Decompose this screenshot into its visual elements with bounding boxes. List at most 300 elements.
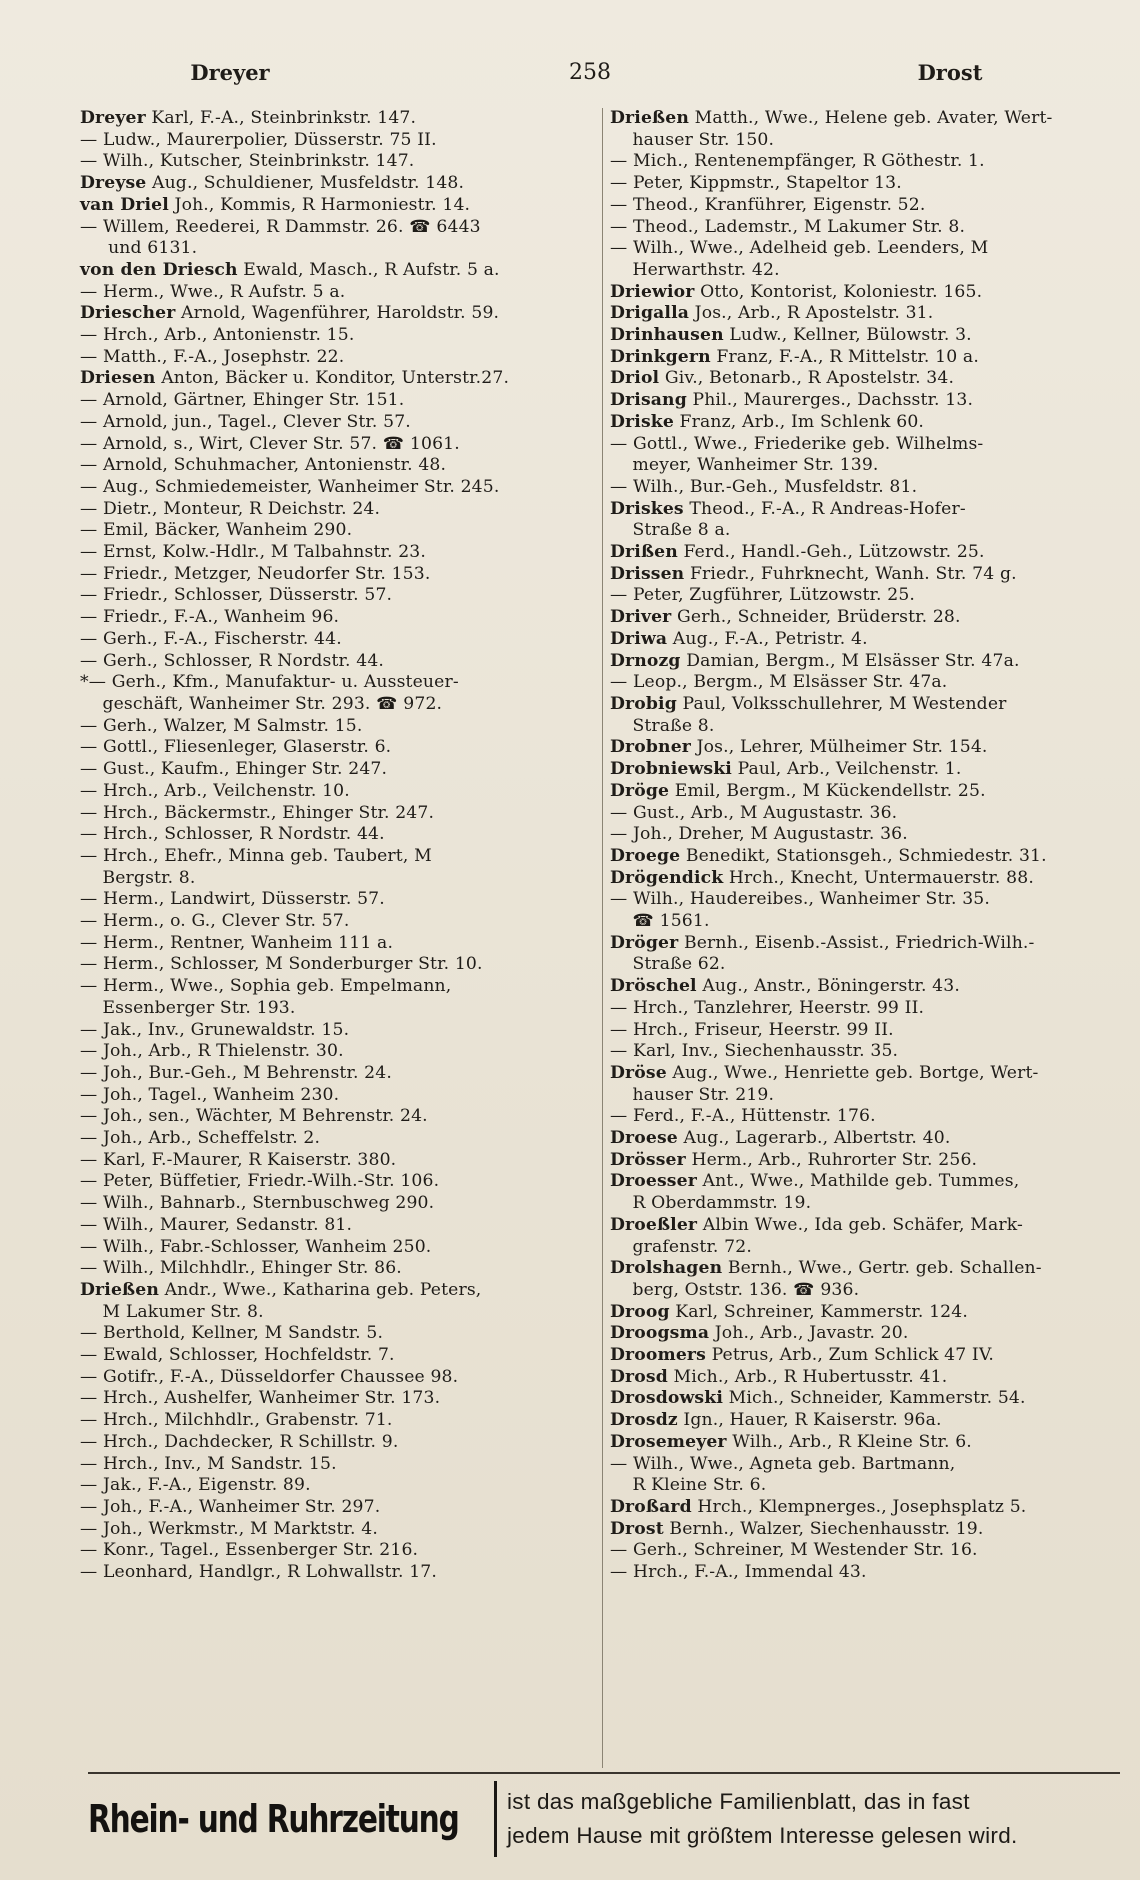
directory-entry — [80, 238, 592, 260]
directory-entry — [80, 1388, 592, 1410]
entry-details: Giv., Betonarb., R Apostelstr. 34. — [659, 368, 955, 389]
directory-entry — [610, 1128, 1122, 1150]
directory-entry — [80, 1540, 592, 1562]
entry-details: — Arnold, jun., Tagel., Clever Str. 57. — [80, 411, 411, 432]
entry-details: Mich., Arb., R Hubertusstr. 41. — [667, 1366, 948, 1387]
entry-surname: Droog — [610, 1301, 670, 1322]
directory-entry — [80, 824, 592, 846]
entry-surname: Droßard — [610, 1497, 692, 1517]
entry-surname: Driskes — [610, 498, 684, 519]
directory-entry — [610, 1193, 1122, 1215]
entry-details: Benedikt, Stationsgeh., Schmiedestr. 31. — [680, 845, 1047, 866]
entry-details: — Herm., Rentner, Wanheim 111 a. — [80, 932, 394, 953]
directory-entry — [610, 976, 1122, 998]
directory-entry — [80, 1519, 592, 1541]
directory-entry — [80, 368, 592, 390]
entry-details: — Wilh., Haudereibes., Wanheimer Str. 35. — [610, 889, 991, 910]
directory-entry — [610, 803, 1122, 825]
entry-details: — Gerh., Schreiner, M Westender Str. 16. — [610, 1540, 978, 1561]
entry-surname: Dröger — [610, 932, 679, 953]
directory-entry — [610, 217, 1122, 239]
entry-details: Friedr., Fuhrknecht, Wanh. Str. 74 g. — [684, 563, 1017, 584]
directory-entry — [610, 1020, 1122, 1042]
ad-claim-line-2: jedem Hause mit größtem Interesse gelesen wird. — [507, 1823, 1018, 1848]
entry-details: — Wilh., Wwe., Adelheid geb. Leenders, M — [610, 238, 989, 259]
entry-surname: von den Driesch — [80, 259, 238, 280]
entry-surname: Drnozg — [610, 650, 681, 671]
entry-details: — Jak., F.-A., Eigenstr. 89. — [80, 1475, 311, 1496]
entry-details: — Peter, Büffetier, Friedr.-Wilh.-Str. 106. — [80, 1171, 440, 1192]
entry-details: Damian, Bergm., M Elsässer Str. 47a. — [680, 650, 1020, 671]
ad-claim — [507, 1785, 1018, 1853]
directory-entry — [80, 889, 592, 911]
entry-details: Aug., Anstr., Böningerstr. 43. — [696, 976, 960, 997]
entry-details: — Joh., F.-A., Wanheimer Str. 297. — [80, 1497, 381, 1517]
entry-details: — Hrch., Ehefr., Minna geb. Taubert, M — [80, 845, 432, 866]
directory-entry — [80, 803, 592, 825]
entry-surname: Driol — [610, 368, 660, 389]
directory-entry — [80, 542, 592, 564]
ad-divider — [494, 1781, 497, 1857]
directory-entry — [80, 499, 592, 521]
directory-entry — [80, 911, 592, 933]
directory-entry — [80, 1020, 592, 1042]
directory-entry — [610, 716, 1122, 738]
entry-details: — Konr., Tagel., Essenberger Str. 216. — [80, 1540, 419, 1561]
entry-details: Franz, F.-A., R Mittelstr. 10 a. — [710, 346, 979, 367]
directory-entry — [610, 1454, 1122, 1476]
entry-details: hauser Str. 150. — [610, 129, 775, 150]
directory-entry — [80, 520, 592, 542]
entry-surname: Drösser — [610, 1149, 686, 1170]
entry-details: — Gerh., Schlosser, R Nordstr. 44. — [80, 650, 385, 671]
directory-entry — [610, 954, 1122, 976]
directory-entry — [80, 1280, 592, 1302]
directory-entry — [610, 1237, 1122, 1259]
entry-details: berg, Oststr. 136. ☎ 936. — [610, 1279, 860, 1300]
directory-entry — [610, 1171, 1122, 1193]
entry-details: — Peter, Zugführer, Lützowstr. 25. — [610, 585, 916, 606]
entry-surname: Drosd — [610, 1366, 668, 1387]
entry-details: Bergstr. 8. — [80, 867, 196, 888]
entry-surname: Droese — [610, 1128, 678, 1149]
entry-details: — Gust., Arb., M Augustastr. 36. — [610, 802, 898, 823]
directory-entry — [80, 282, 592, 304]
entry-details: — Theod., Lademstr., M Lakumer Str. 8. — [610, 216, 966, 237]
entry-details: — Hrch., Aushelfer, Wanheimer Str. 173. — [80, 1388, 441, 1409]
directory-entry — [80, 1063, 592, 1085]
directory-entry — [610, 846, 1122, 868]
directory-entry — [80, 390, 592, 412]
ad-brand: Rhein- und Ruhrzeitung — [88, 1797, 459, 1841]
entry-details: — Wilh., Maurer, Sedanstr. 81. — [80, 1214, 353, 1235]
entry-surname: Dröse — [610, 1062, 667, 1083]
entry-details: — Hrch., Bäckermstr., Ehinger Str. 247. — [80, 802, 435, 823]
entry-details: hauser Str. 219. — [610, 1084, 775, 1105]
entry-surname: Drolshagen — [610, 1258, 723, 1279]
entry-surname: Droesser — [610, 1171, 697, 1192]
directory-entry — [610, 629, 1122, 651]
right-column — [610, 108, 1122, 1584]
directory-entry — [80, 130, 592, 152]
directory-entry — [80, 1215, 592, 1237]
directory-entry — [80, 1497, 592, 1519]
entry-details: Hrch., Knecht, Untermauerstr. 88. — [723, 867, 1034, 888]
directory-entry — [610, 260, 1122, 282]
directory-entry — [610, 151, 1122, 173]
entry-surname: Droogsma — [610, 1323, 710, 1344]
entry-surname: Drigalla — [610, 303, 690, 324]
entry-details: — Hrch., Inv., M Sandstr. 15. — [80, 1453, 337, 1474]
entry-details: — Arnold, Gärtner, Ehinger Str. 151. — [80, 390, 405, 411]
directory-entry — [80, 607, 592, 629]
directory-entry — [610, 1540, 1122, 1562]
directory-entry — [80, 868, 592, 890]
entry-details: Aug., Lagerarb., Albertstr. 40. — [677, 1128, 951, 1149]
entry-surname: Drisang — [610, 390, 687, 411]
directory-entry — [80, 1432, 592, 1454]
directory-entry — [80, 933, 592, 955]
columns — [80, 108, 1122, 1584]
entry-details: — Wilh., Wwe., Agneta geb. Bartmann, — [610, 1453, 956, 1474]
entry-surname: Driwa — [610, 628, 668, 649]
entry-surname: van Driel — [80, 194, 169, 215]
directory-entry — [610, 1258, 1122, 1280]
directory-entry — [610, 694, 1122, 716]
entry-details: Anton, Bäcker u. Konditor, Unterstr.27. — [155, 368, 510, 389]
directory-entry — [80, 1562, 592, 1584]
directory-entry — [610, 1497, 1122, 1519]
entry-details: — Wilh., Bur.-Geh., Musfeldstr. 81. — [610, 476, 918, 497]
entry-details: Ferd., Handl.-Geh., Lützowstr. 25. — [677, 542, 985, 563]
directory-entry — [610, 542, 1122, 564]
entry-surname: Driescher — [80, 303, 176, 324]
directory-entry — [610, 1302, 1122, 1324]
entry-details: — Gerh., Walzer, M Salmstr. 15. — [80, 715, 363, 736]
directory-entry — [610, 585, 1122, 607]
entry-details: — Mich., Rentenempfänger, R Göthestr. 1. — [610, 151, 985, 172]
directory-entry — [610, 651, 1122, 673]
directory-entry — [610, 412, 1122, 434]
entry-details: Paul, Arb., Veilchenstr. 1. — [731, 759, 962, 780]
directory-entry — [610, 1345, 1122, 1367]
entry-details: — Ewald, Schlosser, Hochfeldstr. 7. — [80, 1345, 395, 1366]
directory-entry — [610, 282, 1122, 304]
directory-entry — [80, 672, 592, 694]
directory-entry — [80, 173, 592, 195]
entry-details: *— Gerh., Kfm., Manufaktur- u. Aussteuer- — [80, 672, 459, 693]
directory-entry — [610, 781, 1122, 803]
directory-entry — [80, 1475, 592, 1497]
directory-entry — [80, 303, 592, 325]
entry-details: meyer, Wanheimer Str. 139. — [610, 455, 879, 476]
directory-entry — [610, 325, 1122, 347]
directory-entry — [80, 1345, 592, 1367]
directory-entry — [610, 1367, 1122, 1389]
directory-entry — [610, 1519, 1122, 1541]
entry-details: Franz, Arb., Im Schlenk 60. — [673, 411, 925, 432]
directory-entry — [80, 1128, 592, 1150]
directory-entry — [610, 390, 1122, 412]
entry-details: — Joh., Tagel., Wanheim 230. — [80, 1084, 340, 1105]
directory-entry — [610, 1388, 1122, 1410]
entry-details: M Lakumer Str. 8. — [80, 1301, 264, 1322]
directory-entry — [610, 933, 1122, 955]
entry-details: — Friedr., Metzger, Neudorfer Str. 153. — [80, 563, 431, 584]
entry-details: — Herm., Landwirt, Düsserstr. 57. — [80, 889, 385, 910]
entry-details: — Joh., Dreher, M Augustastr. 36. — [610, 824, 908, 845]
entry-details: — Herm., Wwe., R Aufstr. 5 a. — [80, 281, 346, 302]
entry-details: — Hrch., F.-A., Immendal 43. — [610, 1562, 867, 1583]
directory-entry — [80, 260, 592, 282]
directory-entry — [610, 1323, 1122, 1345]
entry-details: — Matth., F.-A., Josephstr. 22. — [80, 346, 345, 367]
header-left-keyword: Dreyer — [190, 59, 270, 85]
entry-details: Ign., Hauer, R Kaiserstr. 96a. — [677, 1410, 942, 1431]
entry-details: Bernh., Walzer, Siechenhausstr. 19. — [663, 1518, 984, 1539]
entry-details: Straße 62. — [610, 954, 726, 975]
entry-details: — Ludw., Maurerpolier, Düsserstr. 75 II. — [80, 129, 437, 150]
directory-entry — [80, 759, 592, 781]
entry-details: — Leonhard, Handlgr., R Lohwallstr. 17. — [80, 1562, 437, 1583]
entry-details: Wilh., Arb., R Kleine Str. 6. — [726, 1431, 972, 1452]
header-right-keyword: Drost — [917, 59, 983, 85]
directory-entry — [80, 1454, 592, 1476]
directory-entry — [610, 607, 1122, 629]
entry-details: Andr., Wwe., Katharina geb. Peters, — [158, 1279, 482, 1300]
entry-details: Ant., Wwe., Mathilde geb. Tummes, — [696, 1171, 1020, 1192]
entry-details: — Herm., o. G., Clever Str. 57. — [80, 911, 350, 932]
entry-details: — Hrch., Arb., Antonienstr. 15. — [80, 325, 355, 346]
directory-entry — [610, 1410, 1122, 1432]
directory-entry — [80, 151, 592, 173]
entry-details: Albin Wwe., Ida geb. Schäfer, Mark- — [697, 1214, 1023, 1235]
directory-entry — [80, 1237, 592, 1259]
left-column — [80, 108, 592, 1584]
entry-details: Aug., Schuldiener, Musfeldstr. 148. — [146, 173, 465, 194]
newspaper-advertisement — [88, 1772, 1120, 1864]
entry-details: — Hrch., Dachdecker, R Schillstr. 9. — [80, 1431, 399, 1452]
entry-details: Straße 8. — [610, 715, 715, 736]
directory-entry — [610, 759, 1122, 781]
entry-details: — Joh., Werkmstr., M Marktstr. 4. — [80, 1518, 378, 1539]
entry-details: — Joh., Arb., Scheffelstr. 2. — [80, 1128, 321, 1149]
directory-entry — [80, 1410, 592, 1432]
entry-details: geschäft, Wanheimer Str. 293. ☎ 972. — [80, 693, 443, 714]
entry-details: Matth., Wwe., Helene geb. Avater, Wert- — [688, 108, 1053, 128]
entry-details: Otto, Kontorist, Koloniestr. 165. — [694, 281, 983, 302]
directory-entry — [610, 434, 1122, 456]
directory-entry — [80, 1150, 592, 1172]
directory-entry — [610, 195, 1122, 217]
entry-details: grafenstr. 72. — [610, 1236, 752, 1257]
entry-details: — Joh., Bur.-Geh., M Behrenstr. 24. — [80, 1062, 392, 1083]
entry-details: — Friedr., F.-A., Wanheim 96. — [80, 607, 340, 628]
entry-details: — Karl, F.-Maurer, R Kaiserstr. 380. — [80, 1149, 397, 1170]
page-number: 258 — [569, 59, 611, 85]
entry-details: Karl, Schreiner, Kammerstr. 124. — [669, 1301, 968, 1322]
entry-surname: Dröschel — [610, 976, 697, 997]
entry-details: Hrch., Klempnerges., Josephsplatz 5. — [691, 1497, 1027, 1517]
directory-entry — [80, 737, 592, 759]
entry-details: — Jak., Inv., Grunewaldstr. 15. — [80, 1019, 350, 1040]
entry-details: — Theod., Kranführer, Eigenstr. 52. — [610, 194, 926, 215]
directory-entry — [80, 455, 592, 477]
directory-entry — [80, 846, 592, 868]
entry-details: — Arnold, Schuhmacher, Antonienstr. 48. — [80, 455, 447, 476]
directory-entry — [80, 954, 592, 976]
entry-details: R Oberdammstr. 19. — [610, 1193, 812, 1214]
directory-entry — [80, 1193, 592, 1215]
directory-entry — [610, 1562, 1122, 1584]
entry-details: — Herm., Wwe., Sophia geb. Empelmann, — [80, 976, 452, 997]
entry-details: — Dietr., Monteur, R Deichstr. 24. — [80, 498, 381, 519]
entry-details: Emil, Bergm., M Kückendellstr. 25. — [669, 780, 986, 801]
entry-surname: Dreyse — [80, 173, 147, 194]
entry-details: Joh., Kommis, R Harmoniestr. 14. — [168, 194, 471, 215]
entry-details: Straße 8 a. — [610, 520, 731, 541]
entry-details: Paul, Volksschullehrer, M Westender — [676, 693, 1007, 714]
entry-details: — Ernst, Kolw.-Hdlr., M Talbahnstr. 23. — [80, 542, 426, 563]
directory-entry — [80, 477, 592, 499]
directory-entry — [80, 347, 592, 369]
entry-details: Ludw., Kellner, Bülowstr. 3. — [723, 325, 972, 346]
entry-surname: Driewior — [610, 281, 695, 302]
entry-details: Jos., Lehrer, Mülheimer Str. 154. — [690, 737, 988, 758]
entry-details: Bernh., Eisenb.-Assist., Friedrich-Wilh.- — [678, 932, 1035, 953]
directory-entry — [610, 1085, 1122, 1107]
directory-entry — [80, 1323, 592, 1345]
entry-details: — Joh., sen., Wächter, M Behrenstr. 24. — [80, 1106, 428, 1127]
directory-entry — [610, 1432, 1122, 1454]
entry-surname: Drosdz — [610, 1410, 678, 1431]
directory-entry — [80, 1085, 592, 1107]
entry-details: — Gerh., F.-A., Fischerstr. 44. — [80, 628, 342, 649]
directory-entry — [80, 781, 592, 803]
directory-entry — [80, 195, 592, 217]
entry-surname: Droege — [610, 845, 681, 866]
directory-entry — [80, 694, 592, 716]
entry-surname: Drießen — [80, 1279, 159, 1300]
directory-entry — [610, 1475, 1122, 1497]
entry-details: — Wilh., Fabr.-Schlosser, Wanheim 250. — [80, 1236, 432, 1257]
entry-details: — Wilh., Bahnarb., Sternbuschweg 290. — [80, 1193, 435, 1214]
directory-entry — [80, 564, 592, 586]
directory-entry — [80, 629, 592, 651]
directory-entry — [80, 217, 592, 239]
directory-entry — [610, 368, 1122, 390]
directory-entry — [80, 1106, 592, 1128]
directory-entry — [610, 1215, 1122, 1237]
entry-details: — Joh., Arb., R Thielenstr. 30. — [80, 1041, 344, 1062]
entry-details: Aug., F.-A., Petristr. 4. — [667, 628, 868, 649]
entry-surname: Drobner — [610, 737, 691, 758]
entry-details: Phil., Maurerges., Dachsstr. 13. — [686, 390, 974, 411]
entry-details: — Gottl., Fliesenleger, Glaserstr. 6. — [80, 737, 392, 758]
directory-entry — [80, 651, 592, 673]
entry-surname: Drobig — [610, 693, 677, 714]
entry-details: — Hrch., Milchhdlr., Grabenstr. 71. — [80, 1410, 393, 1431]
directory-entry — [610, 672, 1122, 694]
page-header — [80, 52, 1100, 92]
entry-details: — Hrch., Schlosser, R Nordstr. 44. — [80, 824, 385, 845]
directory-entry — [80, 108, 592, 130]
directory-entry — [610, 824, 1122, 846]
directory-entry — [80, 434, 592, 456]
directory-entry — [80, 1367, 592, 1389]
entry-details: und 6131. — [80, 238, 198, 259]
entry-surname: Dreyer — [80, 108, 146, 128]
directory-entry — [610, 130, 1122, 152]
directory-entry — [610, 499, 1122, 521]
entry-surname: Drosemeyer — [610, 1431, 727, 1452]
entry-details: — Peter, Kippmstr., Stapeltor 13. — [610, 173, 902, 194]
directory-entry — [610, 347, 1122, 369]
directory-entry — [80, 412, 592, 434]
entry-surname: Drießen — [610, 108, 689, 128]
entry-surname: Drobniewski — [610, 759, 732, 780]
entry-details: — Aug., Schmiedemeister, Wanheimer Str. 245. — [80, 476, 500, 497]
entry-details: Ewald, Masch., R Aufstr. 5 a. — [237, 259, 500, 280]
directory-entry — [610, 1280, 1122, 1302]
entry-surname: Drinhausen — [610, 325, 724, 346]
directory-entry — [610, 998, 1122, 1020]
directory-entry — [610, 1041, 1122, 1063]
entry-details: — Gust., Kaufm., Ehinger Str. 247. — [80, 759, 388, 780]
directory-entry — [80, 1302, 592, 1324]
directory-entry — [80, 716, 592, 738]
directory-entry — [610, 911, 1122, 933]
entry-details: — Wilh., Milchhdlr., Ehinger Str. 86. — [80, 1258, 402, 1279]
entry-details: — Wilh., Kutscher, Steinbrinkstr. 147. — [80, 151, 415, 172]
entry-details: — Hrch., Tanzlehrer, Heerstr. 99 II. — [610, 997, 925, 1018]
entry-surname: Drögendick — [610, 867, 724, 888]
entry-details: — Emil, Bäcker, Wanheim 290. — [80, 520, 353, 541]
directory-entry — [610, 737, 1122, 759]
directory-entry — [610, 173, 1122, 195]
entry-details: Theod., F.-A., R Andreas-Hofer- — [683, 498, 966, 519]
directory-entry — [80, 1041, 592, 1063]
directory-entry — [610, 1150, 1122, 1172]
directory-entry — [610, 889, 1122, 911]
entry-details: Karl, F.-A., Steinbrinkstr. 147. — [145, 108, 417, 128]
entry-surname: Droeßler — [610, 1214, 698, 1235]
entry-details: ☎ 1561. — [610, 911, 710, 932]
entry-details: Gerh., Schneider, Brüderstr. 28. — [671, 607, 961, 628]
entry-surname: Drißen — [610, 542, 678, 563]
entry-details: — Berthold, Kellner, M Sandstr. 5. — [80, 1323, 384, 1344]
entry-details: Bernh., Wwe., Gertr. geb. Schallen- — [722, 1258, 1042, 1279]
entry-surname: Dröge — [610, 780, 670, 801]
entry-details: Arnold, Wagenführer, Haroldstr. 59. — [175, 303, 500, 324]
directory-entry — [80, 585, 592, 607]
entry-details: — Ferd., F.-A., Hüttenstr. 176. — [610, 1106, 876, 1127]
entry-details: Jos., Arb., R Apostelstr. 31. — [689, 303, 934, 324]
directory-entry — [610, 108, 1122, 130]
entry-details: R Kleine Str. 6. — [610, 1475, 767, 1496]
entry-details: — Gotifr., F.-A., Düsseldorfer Chaussee 98. — [80, 1366, 459, 1387]
directory-entry — [610, 238, 1122, 260]
entry-surname: Drinkgern — [610, 346, 711, 367]
entry-details: — Willem, Reederei, R Dammstr. 26. ☎ 6443 — [80, 216, 481, 237]
entry-details: — Hrch., Friseur, Heerstr. 99 II. — [610, 1019, 894, 1040]
entry-details: — Hrch., Arb., Veilchenstr. 10. — [80, 780, 350, 801]
entry-surname: Driesen — [80, 368, 156, 389]
entry-surname: Droomers — [610, 1345, 706, 1366]
directory-entry — [610, 303, 1122, 325]
directory-entry — [80, 1171, 592, 1193]
entry-surname: Drissen — [610, 563, 685, 584]
